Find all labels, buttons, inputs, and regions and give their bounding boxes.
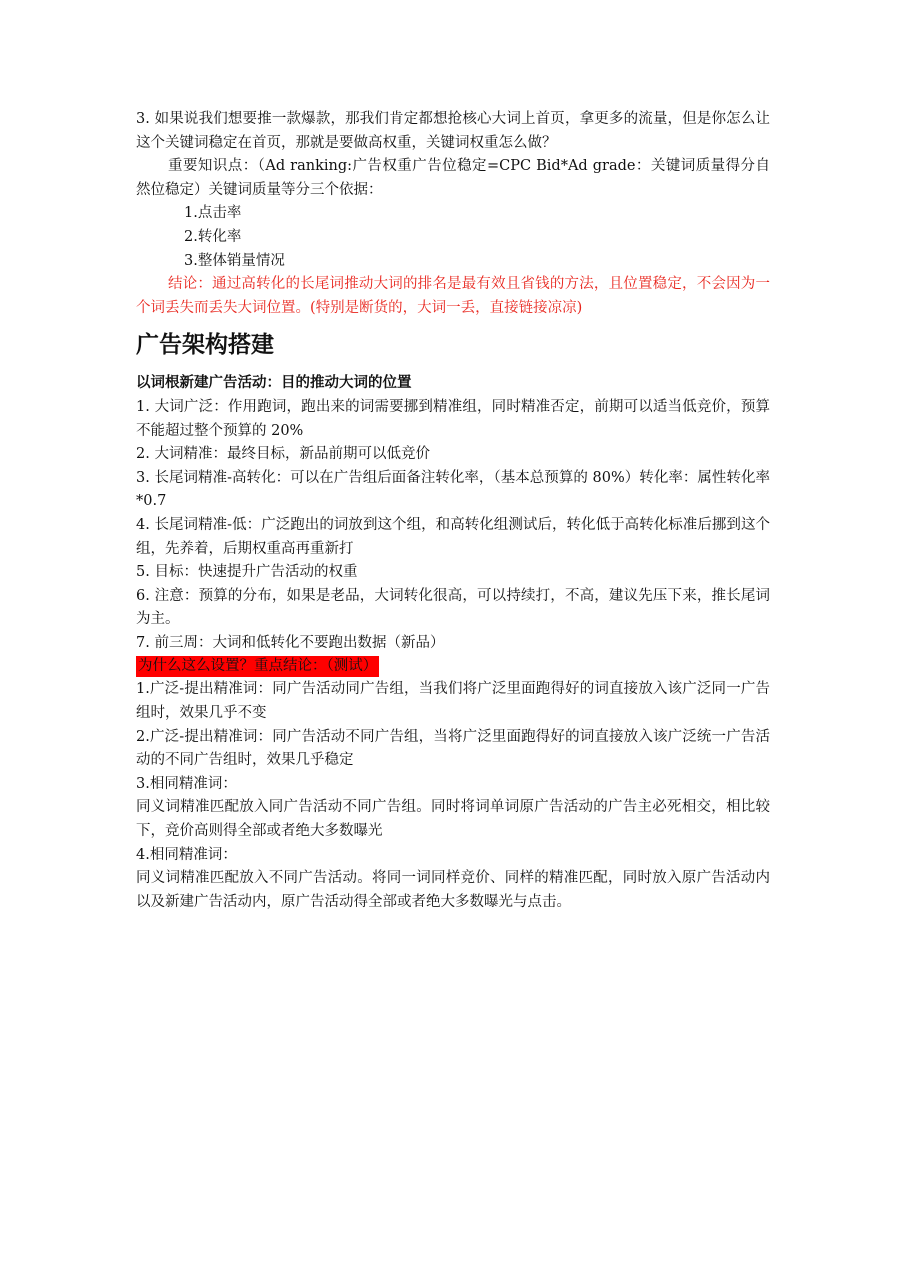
- list-item: 5. 目标：快速提升广告活动的权重: [136, 564, 358, 581]
- criteria-item: 1.点击率: [184, 205, 242, 222]
- test-paragraph: 1.广泛-提出精准词：同广告活动同广告组，当我们将广泛里面跑得好的词直接放入该广泛同一广告组时，效果几乎不变: [136, 681, 770, 722]
- criteria-item: 3.整体销量情况: [184, 252, 285, 269]
- list-item: 3. 长尾词精准-高转化：可以在广告组后面备注转化率，（基本总预算的 80%）转化率：属性转化率*0.7: [136, 469, 770, 510]
- list-item: 7. 前三周：大词和低转化不要跑出数据（新品）: [136, 634, 445, 651]
- document-page: [136, 108, 770, 914]
- test-heading: 4.相同精准词：: [136, 846, 237, 863]
- highlight-line: [136, 655, 770, 678]
- test-heading: 3.相同精准词：: [136, 775, 237, 792]
- test-paragraph: 2.广泛-提出精准词：同广告活动不同广告组，当将广泛里面跑得好的词直接放入该广泛统一广告活动的不同广告组时，效果几乎稳定: [136, 728, 770, 769]
- section-heading: 广告架构搭建: [136, 332, 274, 359]
- list-item: 6. 注意：预算的分布，如果是老品，大词转化很高，可以持续打，不高，建议先压下来，推长尾词为主。: [136, 587, 770, 628]
- test-paragraph: 同义词精准匹配放入不同广告活动。将同一词同样竞价、同样的精准匹配，同时放入原广告活动内以及新建广告活动内，原广告活动得全部或者绝大多数曝光与点击。: [136, 870, 770, 910]
- list-item: 2. 大词精准：最终目标，新品前期可以低竞价: [136, 446, 430, 463]
- criteria-item: 2.转化率: [184, 228, 242, 245]
- highlight-text: 为什么这么设置？重点结论：（测试）: [136, 656, 379, 677]
- section-subheading: 以词根新建广告活动：目的推动大词的位置: [136, 375, 412, 392]
- list-item: 1. 大词广泛：作用跑词，跑出来的词需要挪到精准组，同时精准否定，前期可以适当低竞价，预算不能超过整个预算的 20%: [136, 398, 770, 439]
- criteria-list: [136, 202, 770, 273]
- key-knowledge-paragraph: 重要知识点：（Ad ranking:广告权重广告位稳定=CPC Bid*Ad grade：关键词质量得分自然位稳定）关键词质量等分三个依据：: [136, 158, 770, 198]
- list-item: 4. 长尾词精准-低：广泛跑出的词放到这个组，和高转化组测试后，转化低于高转化标准后挪到这个组，先养着，后期权重高再重新打: [136, 516, 770, 557]
- test-paragraph: 同义词精准匹配放入同广告活动不同广告组。同时将词单词原广告活动的广告主必死相交，相比较下，竞价高则得全部或者绝大多数曝光: [136, 799, 770, 840]
- conclusion-paragraph: 结论：通过高转化的长尾词推动大词的排名是最有效且省钱的方法，且位置稳定，不会因为一个词丢失而丢失大词位置。(特别是断货的，大词一丢，直接链接凉凉): [136, 276, 770, 316]
- intro-paragraph: 3. 如果说我们想要推一款爆款，那我们肯定都想抢核心大词上首页，拿更多的流量，但是你怎么让这个关键词稳定在首页，那就是要做高权重，关键词权重怎么做？: [136, 111, 770, 151]
